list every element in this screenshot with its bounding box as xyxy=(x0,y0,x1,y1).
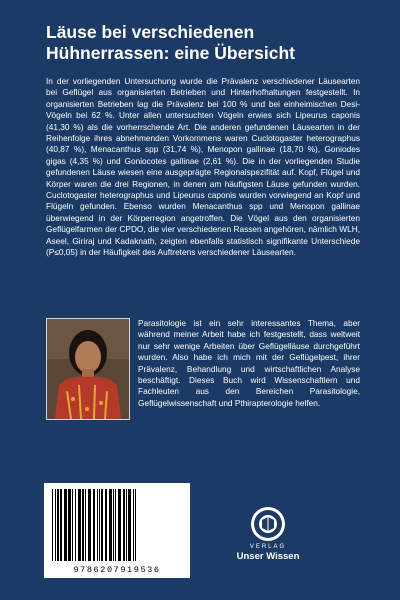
barcode-bar xyxy=(85,489,86,561)
barcode-bar xyxy=(113,489,114,561)
publisher-block xyxy=(226,506,310,562)
barcode-bar xyxy=(55,489,56,561)
barcode-bar xyxy=(105,489,107,561)
barcode-bar xyxy=(88,489,91,561)
barcode-bar xyxy=(128,489,131,561)
barcode-bar xyxy=(109,489,112,561)
barcode-bar xyxy=(118,489,121,561)
isbn-barcode xyxy=(44,483,190,578)
barcode-bar xyxy=(64,489,67,561)
isbn-digits: 9786207919536 xyxy=(73,565,161,575)
barcode-bar xyxy=(126,489,127,561)
barcode-bar xyxy=(52,489,53,561)
barcode-bars xyxy=(44,483,190,565)
barcode-bar xyxy=(75,489,76,561)
barcode-bar xyxy=(99,489,100,561)
barcode-bar xyxy=(135,489,136,561)
author-photo xyxy=(46,318,130,420)
barcode-bar xyxy=(82,489,84,561)
barcode-bar xyxy=(72,489,73,561)
barcode-bar xyxy=(97,489,98,561)
book-title: Läuse bei verschiedenen Hühnerrassen: eine Übersicht xyxy=(46,22,295,63)
author-bio: Parasitologie ist ein sehr interessantes Thema, aber während meiner Arbeit habe ich festgestellt, dass weltweit nur sehr wenige Arbeiten über Geflügelläuse durchgeführt wurden. Also habe ich mich mit der Geflügelpest, ihrer Prävalenz, Behandlung und wirtschaftlichen Analyse beschäftigt. Dieses Buch wird Wissenschaftlern und Fachleuten aus den Bereichen Parasitologie, Geflügelwissenschaft und Pthirapterologie helfen. xyxy=(138,318,360,408)
book-abstract: In der vorliegenden Untersuchung wurde die Prävalenz verschiedener Läusearten bei Geflügel aus organisierten Betrieben und Hinterhofhaltungen festgestellt. In organisierten Betrieben lag die Prävalenz bei 100 % und bei einheimischen Desi-Vögeln bei 62 %. Unter allen untersuchten Vögeln erwies sich Lipeurus caponis (41,30 %) als die vorherrschende Art. Die anderen gefundenen Läusearten in der Reihenfolge ihres abnehmenden Vorkommens waren Cuclotogaster heterographus (40,87 %), Menacanthus spp (31,74 %), Menopon gallinae (18,70 %), Goniodes gigas (4,35 %) und Goniocotes gallinae (2,61 %). Die in der vorliegenden Studie gefundenen Läuse wiesen eine ausgeprägte Regionalspezifität auf. Kopf, Flügel und Körper waren die drei Regionen, in denen am häufigsten Läuse gefunden wurden. Cuclotogaster heterographus und Lipeurus caponis wurden vorwiegend an Kopf und Flügeln gefunden. Ebenso wurden Menacanthus spp und Menopon gallinae überwiegend in der Körperregion angetroffen. Die Vögel aus den organisierten Geflügelfarmen der CPDO, die vier verschiedenen Rassen angehören, nämlich WLH, Aseel, Giriraj und Kadaknath, zeigten ebenfalls statistisch signifikante Unterschiede (P≤0,05) in der Häufigkeit des Auftretens verschiedener Läusearten. xyxy=(46,76,360,258)
barcode-bar xyxy=(78,489,81,561)
publisher-logo-icon xyxy=(250,506,286,542)
publisher-name: Unser Wissen xyxy=(236,551,300,562)
barcode-bar xyxy=(93,489,95,561)
barcode-bar xyxy=(133,489,134,561)
barcode-bar xyxy=(60,489,62,561)
barcode-bar xyxy=(57,489,59,561)
publisher-verlag-label: VERLAG xyxy=(249,544,287,550)
barcode-bar xyxy=(123,489,125,561)
barcode-bar xyxy=(68,489,71,561)
barcode-bar xyxy=(101,489,103,561)
barcode-bar xyxy=(115,489,116,561)
